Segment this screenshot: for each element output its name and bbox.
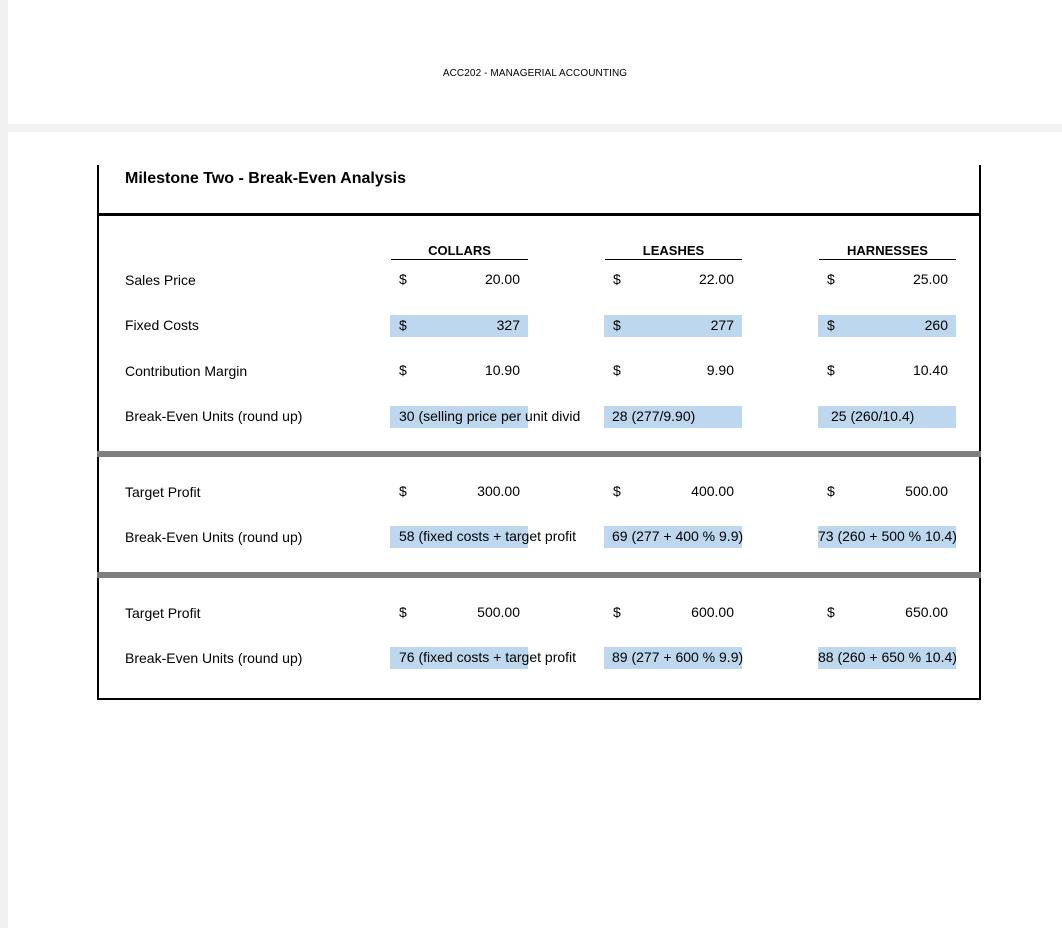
cell-value: 73 (260 + 500 % 10.4) — [818, 528, 957, 544]
cell-value: 28 (277/9.90) — [612, 408, 696, 424]
cell-value: 277 — [710, 317, 734, 333]
column-header-harnesses: HARNESSES — [819, 243, 956, 260]
row-label-target-profit: Target Profit — [125, 605, 201, 621]
cell-target-profit-2-leashes[interactable] — [604, 602, 742, 624]
currency-symbol: $ — [827, 271, 835, 287]
cell-value: 327 — [496, 317, 520, 333]
cell-value: 500.00 — [477, 604, 520, 620]
cell-fixed-costs-leashes[interactable] — [604, 315, 742, 337]
cell-break-even-target-2-collars[interactable] — [390, 647, 577, 669]
cell-value: 88 (260 + 650 % 10.4) — [818, 649, 957, 665]
cell-value: 9.90 — [706, 362, 734, 378]
cell-target-profit-leashes[interactable] — [604, 481, 742, 503]
cell-break-even-target-harnesses[interactable] — [818, 526, 956, 548]
sheet-bottom-border — [97, 698, 981, 700]
cell-value: 25.00 — [912, 271, 948, 287]
cell-value: 58 (fixed costs + target profit — [399, 528, 577, 544]
cell-value: 600.00 — [691, 604, 734, 620]
cell-break-even-leashes[interactable] — [604, 406, 742, 428]
cell-break-even-collars[interactable] — [390, 406, 581, 428]
row-label-break-even-units: Break-Even Units (round up) — [125, 650, 303, 666]
cell-value: 10.40 — [912, 362, 948, 378]
cell-value: 10.90 — [484, 362, 520, 378]
cell-target-profit-2-collars[interactable] — [390, 602, 528, 624]
cell-target-profit-harnesses[interactable] — [818, 481, 956, 503]
currency-symbol: $ — [827, 317, 835, 333]
cell-fixed-costs-harnesses[interactable] — [818, 315, 956, 337]
cell-sales-price-collars[interactable] — [390, 269, 528, 291]
cell-fixed-costs-collars[interactable] — [390, 315, 528, 337]
header-title: ACC202 - MANAGERIAL ACCOUNTING — [442, 68, 628, 79]
cell-value: 260 — [924, 317, 948, 333]
currency-symbol: $ — [399, 362, 407, 378]
column-header-leashes: LEASHES — [605, 243, 742, 260]
cell-target-profit-2-harnesses[interactable] — [818, 602, 956, 624]
currency-symbol: $ — [613, 604, 621, 620]
cell-value: 20.00 — [484, 271, 520, 287]
row-label-break-even-units: Break-Even Units (round up) — [125, 408, 303, 424]
sheet-right-border — [979, 165, 981, 700]
cell-value: 400.00 — [691, 483, 734, 499]
cell-contribution-margin-collars[interactable] — [390, 360, 528, 382]
currency-symbol: $ — [613, 362, 621, 378]
column-header-collars: COLLARS — [391, 243, 528, 260]
row-label-sales-price: Sales Price — [125, 272, 196, 288]
currency-symbol: $ — [399, 271, 407, 287]
cell-value: 76 (fixed costs + target profit — [399, 649, 577, 665]
cell-break-even-harnesses[interactable] — [818, 406, 956, 428]
cell-value: 500.00 — [905, 483, 948, 499]
cell-value: 30 (selling price per unit divid — [399, 408, 581, 424]
currency-symbol: $ — [613, 483, 621, 499]
cell-break-even-target-leashes[interactable] — [604, 526, 742, 548]
currency-symbol: $ — [399, 604, 407, 620]
currency-symbol: $ — [827, 483, 835, 499]
cell-value: 300.00 — [477, 483, 520, 499]
title-rule — [97, 213, 981, 216]
currency-symbol: $ — [613, 271, 621, 287]
section-divider — [97, 572, 981, 578]
cell-break-even-target-2-harnesses[interactable] — [818, 647, 956, 669]
cell-value: 650.00 — [905, 604, 948, 620]
cell-sales-price-leashes[interactable] — [604, 269, 742, 291]
cell-value: 89 (277 + 600 % 9.9) — [612, 649, 744, 665]
currency-symbol: $ — [399, 483, 407, 499]
cell-contribution-margin-leashes[interactable] — [604, 360, 742, 382]
currency-symbol: $ — [827, 604, 835, 620]
cell-value: 25 (260/10.4) — [831, 408, 915, 424]
row-label-break-even-units: Break-Even Units (round up) — [125, 529, 303, 545]
sheet-left-border — [97, 165, 99, 700]
currency-symbol: $ — [613, 317, 621, 333]
row-label-contribution-margin: Contribution Margin — [125, 363, 248, 379]
section-divider — [97, 451, 981, 457]
cell-break-even-target-collars[interactable] — [390, 526, 577, 548]
row-label-fixed-costs: Fixed Costs — [125, 317, 199, 333]
cell-break-even-target-2-leashes[interactable] — [604, 647, 742, 669]
cell-contribution-margin-harnesses[interactable] — [818, 360, 956, 382]
cell-target-profit-collars[interactable] — [390, 481, 528, 503]
cell-sales-price-harnesses[interactable] — [818, 269, 956, 291]
cell-value: 69 (277 + 400 % 9.9) — [612, 528, 744, 544]
cell-value: 22.00 — [698, 271, 734, 287]
currency-symbol: $ — [399, 317, 407, 333]
sheet-title: Milestone Two - Break-Even Analysis — [125, 170, 406, 187]
row-label-target-profit: Target Profit — [125, 484, 201, 500]
currency-symbol: $ — [827, 362, 835, 378]
